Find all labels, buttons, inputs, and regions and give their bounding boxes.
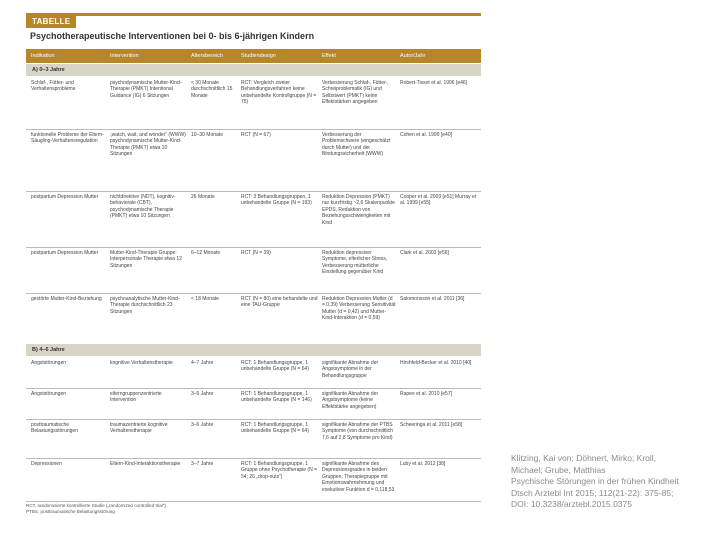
cell-altersbereich: < 18 Monate — [191, 296, 219, 302]
cell-effekt: Verbesserung der Problemschwere (eingeschätzt durch Mutter) und der Bindungssicherheit (WWW) — [322, 132, 391, 158]
cell-autor-jahr: Cooper et al. 2003 [e51] Murray et al. 1999 [e55] — [400, 194, 477, 207]
cell-intervention: psychoanalytische Mutter-Kind-Therapie durchschnittlich 23 Sitzungen — [110, 296, 180, 315]
cell-intervention: traumazentrierte kognitive Verhaltenstherapie — [110, 422, 168, 435]
cell-intervention: nichtdirektive (NDT), kognitiv-behaviorale (CBT), psychodynamische Therapie (PMKT) etwa 10 Sitzungen — [110, 194, 176, 220]
citation-block — [511, 453, 711, 511]
cell-intervention: kognitive Verhaltenstherapie — [110, 360, 173, 366]
cell-autor-jahr: Clark et al. 2003 [e56] — [400, 250, 449, 256]
cell-altersbereich: 3–5 Jahre — [191, 391, 214, 397]
col-header-indikation: Indikation — [31, 53, 55, 59]
cell-intervention: Eltern-Kind-Interaktionstherapie — [110, 461, 181, 467]
cell-indikation: postpartum Depression Mutter — [31, 250, 99, 256]
cell-autor-jahr: Robert-Tissot et al. 1996 [e46] — [400, 80, 468, 86]
table-row — [26, 129, 481, 192]
col-header-intervention: Intervention — [110, 53, 139, 59]
cell-intervention: „watch, wait, and wonder“ (WWW) psychodynamische Mutter-Kind-Therapie (PMKT) etwa 10 Sitzungen — [110, 132, 186, 158]
cell-studiendesign: RCT: Vergleich zweier Behandlungsverfahren keine unbehandelte Kontrollgruppe (N = 75) — [241, 80, 317, 106]
cell-indikation: funktionelle Probleme der Eltern-Säugling-Verhaltensregulation — [31, 132, 104, 145]
cell-effekt: Reduktion Depression (PMKT) nur kurzfristig ~2,6 Skalenpunkte EPDS, Reduktion von Beziehungsschwierigkeiten mit Kind — [322, 194, 395, 226]
table-row — [26, 191, 481, 248]
cell-indikation: Angststörungen — [31, 360, 67, 366]
cell-altersbereich: 3–7 Jahre — [191, 461, 214, 467]
table-row — [26, 77, 481, 130]
cell-effekt: signifikante Abnahme der PTBS Symptome (von durchschnittlich 7,6 auf 2,8 Symptome pro Kind) — [322, 422, 393, 441]
cell-effekt: signifikante Abnahme der Angstsymptome (keine Effektstärke angegeben) — [322, 391, 379, 410]
col-header-altersbereich: Altersbereich — [191, 53, 224, 59]
section-b-band — [26, 344, 481, 356]
cell-indikation: postpartum Depression Mutter — [31, 194, 99, 200]
cell-altersbereich: 3–6 Jahre — [191, 422, 214, 428]
cell-studiendesign: RCT (N = 39) — [241, 250, 271, 256]
table-row — [26, 357, 481, 389]
footnote-ptbs: PTBS, posttraumatische Belastungsstörung — [26, 509, 115, 514]
citation-article-title: Psychische Störungen in der frühen Kindheit — [511, 476, 679, 487]
cell-autor-jahr: Cohen et al. 1999 [e40] — [400, 132, 452, 138]
col-header-studiendesign: Studiendesign — [241, 53, 276, 59]
section-b-label: B) 4–6 Jahre — [32, 347, 65, 353]
table-row — [26, 247, 481, 294]
citation-journal: Dtsch Arztebl Int 2015; 112(21-22): 375-85; — [511, 487, 674, 498]
table-row — [26, 419, 481, 459]
cell-altersbereich: 10–30 Monate — [191, 132, 223, 138]
cell-studiendesign: RCT (N = 80) eine behandelte und eine TAU-Gruppe — [241, 296, 318, 309]
header-row — [26, 49, 481, 63]
cell-studiendesign: RCT: 3 Behandlungsgruppen, 1 unbehandelte Gruppe (N = 193) — [241, 194, 312, 207]
cell-studiendesign: RCT: 1 Behandlungsgruppe, 1 unbehandelte Gruppe (N = 146) — [241, 391, 312, 404]
table-row — [26, 388, 481, 420]
table-tag: TABELLE — [26, 16, 76, 28]
cell-studiendesign: RCT: 1 Behandlungsgruppe, 1 unbehandelte Gruppe (N = 64) — [241, 422, 309, 435]
table-row — [26, 458, 481, 502]
cell-indikation: Schlaf-, Fütter- und Verhaltensprobleme — [31, 80, 76, 93]
table-document — [26, 13, 481, 515]
cell-effekt: signifikante Abnahme der Angstsymptome in der Behandlungsgruppe — [322, 360, 379, 379]
cell-intervention: elterngruppenzentrierte Intervention — [110, 391, 162, 404]
col-header-autor-jahr: Autor/Jahr — [400, 53, 426, 59]
cell-studiendesign: RCT (N = 67) — [241, 132, 271, 138]
section-a-label: A) 0–3 Jahre — [32, 67, 65, 73]
cell-indikation: posttraumatische Belastungsstörungen — [31, 422, 78, 435]
cell-effekt: Reduktion Depression Mutter (d = 0,39) Verbesserung Sensitivität Mutter (d = 0,42) und Mutter-Kind-Interaktion (d = 0,59) — [322, 296, 396, 322]
cell-studiendesign: RCT: 1 Behandlungsgruppe, 1 Gruppe ohne Psychotherapie (N = 54; 26 „drop-outs“) — [241, 461, 318, 480]
cell-indikation: gestörte Mutter-Kind-Beziehung — [31, 296, 102, 302]
cell-autor-jahr: Salomonsson et al. 2011 [36] — [400, 296, 465, 302]
cell-indikation: Depressionen — [31, 461, 62, 467]
cell-altersbereich: 26 Monate — [191, 194, 215, 200]
cell-altersbereich: 6–12 Monate — [191, 250, 221, 256]
footnote-rct: RCT, randomisierte kontrollierte Studie („randomized controlled trial“) — [26, 503, 166, 508]
cell-autor-jahr: Hirshfeld-Becker et al. 2010 [40] — [400, 360, 472, 366]
section-a-band — [26, 64, 481, 76]
table-row — [26, 293, 481, 345]
cell-autor-jahr: Scheeringa et al. 2011 [e58] — [400, 422, 463, 428]
table-title: Psychotherapeutische Interventionen bei 0- bis 6-jährigen Kindern — [30, 31, 315, 41]
cell-effekt: Reduktion depressiver Symptome, elterlicher Stress, Verbesserung mütterliche Einstellung gegenüber Kind — [322, 250, 388, 276]
cell-effekt: Verbesserung Schlaf-, Fütter-, Schreiproblematik (IG) und Selbstwert (PMKT) keine Effektstärken angegeben — [322, 80, 389, 106]
cell-altersbereich: 4–7 Jahre — [191, 360, 214, 366]
cell-intervention: Mutter-Kind-Therapie Gruppe: Interpersonale Therapie etwa 12 Sitzungen — [110, 250, 182, 269]
cell-altersbereich: < 30 Monate durchschnittlich 15 Monate — [191, 80, 233, 99]
cell-effekt: signifikante Abnahme des Depressionsgrades in beiden Gruppen; Therapiegruppe mit Emotionswahrnehmung und exekutiver Funktion d = 0,118,53 — [322, 461, 395, 493]
cell-autor-jahr: Luby et al. 2012 [38] — [400, 461, 446, 467]
citation-authors-line-2: Michael; Grube, Matthias — [511, 464, 606, 475]
accent-bar — [26, 13, 481, 16]
cell-indikation: Angststörungen — [31, 391, 67, 397]
cell-autor-jahr: Rapee et al. 2010 [e57] — [400, 391, 452, 397]
col-header-effekt: Effekt — [322, 53, 336, 59]
citation-doi: DOI: 10.3238/arztebl.2015.0375 — [511, 499, 632, 510]
cell-intervention: psychodynamische Mutter-Kind-Therapie (PMKT) Intentional Guidance (IG) 6 Sitzungen — [110, 80, 182, 99]
citation-authors-line-1: Klitzing, Kai von; Döhnert, Mirko; Kroll, — [511, 453, 657, 463]
cell-studiendesign: RCT: 1 Behandlungsgruppe, 1 unbehandelte Gruppe (N = 64) — [241, 360, 309, 373]
